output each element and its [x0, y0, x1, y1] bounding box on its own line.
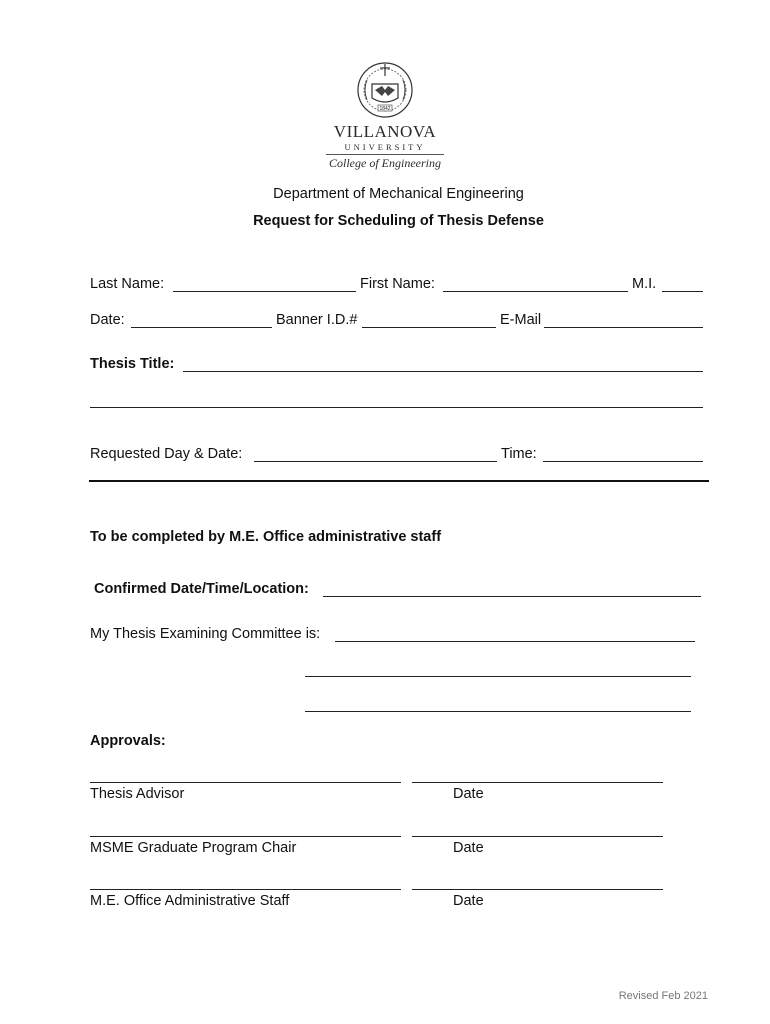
advisor-signature-field[interactable]	[90, 782, 401, 783]
staff-date-label: Date	[453, 893, 484, 909]
advisor-role-label: Thesis Advisor	[90, 786, 185, 802]
advisor-date-field[interactable]	[412, 782, 663, 783]
committee-field-2[interactable]	[305, 676, 691, 677]
email-label: E-Mail	[500, 312, 542, 328]
advisor-date-label: Date	[453, 786, 484, 802]
staff-signature-field[interactable]	[90, 889, 401, 890]
mi-label: M.I.	[632, 276, 657, 292]
committee-label: My Thesis Examining Committee is:	[90, 626, 321, 642]
chair-role-label: MSME Graduate Program Chair	[90, 840, 297, 856]
last-name-label: Last Name:	[90, 276, 165, 292]
mi-field[interactable]	[662, 291, 703, 292]
approvals-heading: Approvals:	[90, 733, 166, 749]
department-heading: Department of Mechanical Engineering	[273, 186, 524, 202]
staff-date-field[interactable]	[412, 889, 663, 890]
banner-id-field[interactable]	[362, 327, 496, 328]
form-title: Request for Scheduling of Thesis Defense	[253, 213, 544, 229]
time-label: Time:	[501, 446, 537, 462]
chair-date-field[interactable]	[412, 836, 663, 837]
date-field[interactable]	[131, 327, 272, 328]
banner-id-label: Banner I.D.#	[276, 312, 358, 328]
office-heading: To be completed by M.E. Office administrative staff	[90, 529, 442, 545]
revision-note: Revised Feb 2021	[618, 990, 708, 1002]
time-field[interactable]	[543, 461, 703, 462]
chair-date-label: Date	[453, 840, 484, 856]
first-name-label: First Name:	[360, 276, 435, 292]
thesis-title-field-line-2[interactable]	[90, 407, 703, 408]
committee-field-3[interactable]	[305, 711, 691, 712]
thesis-title-field[interactable]	[183, 371, 703, 372]
committee-field-1[interactable]	[335, 641, 695, 642]
confirmed-label: Confirmed Date/Time/Location:	[94, 581, 309, 597]
logo-name: VILLANOVA	[333, 122, 437, 141]
requested-day-field[interactable]	[254, 461, 497, 462]
seal-year: 1842	[379, 106, 391, 112]
first-name-field[interactable]	[443, 291, 628, 292]
confirmed-field[interactable]	[323, 596, 701, 597]
logo-college: College of Engineering	[329, 156, 441, 170]
staff-role-label: M.E. Office Administrative Staff	[90, 893, 290, 909]
university-seal-icon	[355, 60, 415, 120]
requested-day-label: Requested Day & Date:	[90, 446, 243, 462]
chair-signature-field[interactable]	[90, 836, 401, 837]
section-divider	[89, 480, 709, 482]
thesis-title-label: Thesis Title:	[90, 356, 175, 372]
logo-divider	[326, 154, 444, 155]
logo-university: UNIVERSITY	[344, 142, 426, 152]
email-field[interactable]	[544, 327, 703, 328]
university-logo	[0, 60, 770, 171]
date-label: Date:	[90, 312, 125, 328]
last-name-field[interactable]	[173, 291, 356, 292]
